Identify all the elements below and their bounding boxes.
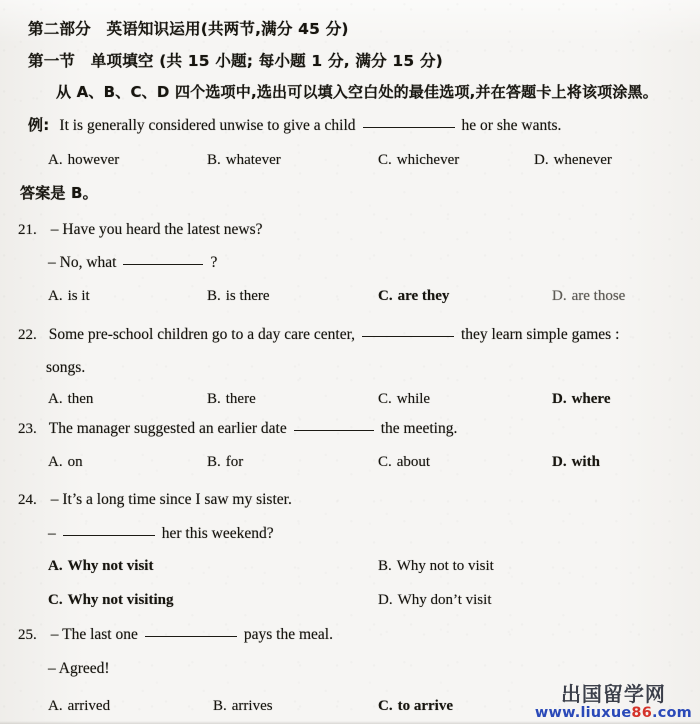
q24-option-a-label: A. bbox=[48, 558, 63, 574]
q22-option-c bbox=[378, 391, 430, 408]
q23-option-d-text: with bbox=[571, 454, 600, 470]
q25-option-b bbox=[213, 698, 273, 715]
question-24-line-2 bbox=[48, 526, 274, 542]
question-23-text-before: The manager suggested an earlier date bbox=[48, 420, 287, 437]
question-24-number: 24. bbox=[18, 492, 37, 508]
option-a-label: A. bbox=[48, 152, 63, 168]
q22-option-d-text: where bbox=[571, 391, 611, 407]
option-b bbox=[207, 152, 281, 169]
question-21-text-2-before: – No, what bbox=[48, 254, 117, 271]
question-23-options bbox=[0, 454, 700, 474]
q22-option-a bbox=[48, 391, 93, 408]
question-22-line-2 bbox=[46, 360, 85, 376]
question-21-line-2 bbox=[48, 255, 217, 271]
q25-option-c-label: C. bbox=[378, 698, 393, 714]
option-b-text: whatever bbox=[225, 152, 281, 168]
q23-option-d bbox=[552, 454, 600, 471]
q23-option-a-text: on bbox=[67, 454, 83, 470]
q23-option-a bbox=[48, 454, 83, 471]
question-25-line-2 bbox=[48, 661, 110, 677]
q23-option-c bbox=[378, 454, 430, 471]
question-25-text-1-after: pays the meal. bbox=[243, 626, 333, 643]
question-24-text-1: – It’s a long time since I saw my sister. bbox=[50, 491, 292, 508]
q24-option-d-text: Why don’t visit bbox=[397, 592, 492, 608]
q23-option-c-text: about bbox=[396, 454, 431, 470]
q22-option-a-text: then bbox=[67, 391, 94, 407]
question-25-line-1 bbox=[18, 627, 333, 643]
question-23-number: 23. bbox=[18, 421, 37, 437]
q23-option-b-text: for bbox=[225, 454, 244, 470]
watermark-site-name: 出国留学网 bbox=[560, 681, 666, 706]
section-instruction: 从 A、B、C、D 四个选项中,选出可以填入空白处的最佳选项,并在答题卡上将该项涂黑。 bbox=[56, 83, 658, 101]
question-25-text-2: – Agreed! bbox=[48, 660, 110, 677]
q21-option-d-text: are those bbox=[571, 288, 626, 304]
question-22-text-1-before: Some pre-school children go to a day care center, bbox=[48, 326, 355, 343]
question-25-blank bbox=[145, 636, 237, 637]
part-title: 第二部分 英语知识运用(共两节,满分 45 分) bbox=[28, 20, 349, 38]
question-24-options-row-1 bbox=[0, 558, 700, 578]
q21-option-b-text: is there bbox=[225, 288, 270, 304]
q25-option-b-label: B. bbox=[213, 698, 227, 714]
example-stem-before: It is generally considered unwise to give a child bbox=[59, 117, 356, 134]
option-c bbox=[378, 152, 459, 169]
q23-option-a-label: A. bbox=[48, 454, 63, 470]
q22-option-b-text: there bbox=[225, 391, 256, 407]
q21-option-c-text: are they bbox=[397, 288, 450, 304]
option-a bbox=[48, 152, 119, 169]
q21-option-d bbox=[552, 288, 625, 305]
q21-option-b bbox=[207, 288, 270, 305]
watermark-url bbox=[535, 706, 692, 721]
question-21-text-1: – Have you heard the latest news? bbox=[50, 221, 263, 238]
watermark-url-prefix: www.liuxue bbox=[534, 704, 632, 721]
option-c-label: C. bbox=[378, 152, 392, 168]
option-a-text: however bbox=[67, 152, 120, 168]
q25-option-b-text: arrives bbox=[231, 698, 273, 714]
question-22-text-1-after: they learn simple games : bbox=[461, 326, 620, 343]
example-answer: 答案是 B。 bbox=[20, 184, 98, 202]
q24-option-c-text: Why not visiting bbox=[67, 592, 174, 608]
watermark-url-highlight: 86 bbox=[631, 704, 653, 721]
option-d bbox=[534, 152, 612, 169]
example-label: 例: bbox=[28, 116, 50, 134]
q21-option-d-label: D. bbox=[552, 288, 567, 304]
q24-option-b bbox=[378, 558, 494, 575]
question-22-line-1 bbox=[18, 327, 619, 343]
q23-option-b bbox=[207, 454, 243, 471]
q21-option-a bbox=[48, 288, 90, 305]
question-24-line-1 bbox=[18, 492, 292, 508]
watermark-url-suffix: .com bbox=[652, 704, 692, 721]
question-25-text-1-before: – The last one bbox=[50, 626, 138, 643]
example-options bbox=[0, 152, 700, 172]
q24-option-c bbox=[48, 592, 173, 609]
question-21-blank bbox=[123, 264, 203, 265]
q22-option-d bbox=[552, 391, 610, 408]
option-d-text: whenever bbox=[553, 152, 612, 168]
q22-option-a-label: A. bbox=[48, 391, 63, 407]
q24-option-d bbox=[378, 592, 491, 609]
q25-option-a-text: arrived bbox=[67, 698, 111, 714]
option-c-text: whichever bbox=[396, 152, 460, 168]
q22-option-b bbox=[207, 391, 256, 408]
q25-option-a-label: A. bbox=[48, 698, 63, 714]
question-24-text-2-after: her this weekend? bbox=[161, 525, 274, 542]
question-23-text-after: the meeting. bbox=[380, 420, 458, 437]
site-watermark bbox=[534, 681, 692, 721]
question-22-blank bbox=[362, 336, 454, 337]
q22-option-c-text: while bbox=[396, 391, 431, 407]
question-25-number: 25. bbox=[18, 627, 37, 643]
option-b-label: B. bbox=[207, 152, 221, 168]
example-stem-after: he or she wants. bbox=[461, 117, 562, 134]
example-blank bbox=[363, 127, 455, 128]
question-21-text-2-after: ? bbox=[210, 254, 218, 271]
q21-option-a-label: A. bbox=[48, 288, 63, 304]
q24-option-b-label: B. bbox=[378, 558, 392, 574]
question-24-text-2-before: – bbox=[48, 525, 56, 542]
q25-option-c-text: to arrive bbox=[397, 698, 453, 714]
option-d-label: D. bbox=[534, 152, 549, 168]
q25-option-c bbox=[378, 698, 453, 715]
question-23-blank bbox=[294, 430, 374, 431]
question-22-number: 22. bbox=[18, 327, 37, 343]
question-24-options-row-2 bbox=[0, 592, 700, 612]
question-24-blank bbox=[63, 535, 155, 536]
q22-option-c-label: C. bbox=[378, 391, 392, 407]
question-23-line-1 bbox=[18, 421, 457, 437]
q24-option-b-text: Why not to visit bbox=[396, 558, 494, 574]
question-22-text-2: songs. bbox=[46, 359, 86, 376]
question-22-options bbox=[0, 391, 700, 411]
question-21-options bbox=[0, 288, 700, 308]
question-21-line-1 bbox=[18, 222, 263, 238]
q25-option-a bbox=[48, 698, 110, 715]
q22-option-b-label: B. bbox=[207, 391, 221, 407]
q22-option-d-label: D. bbox=[552, 391, 567, 407]
q24-option-d-label: D. bbox=[378, 592, 393, 608]
q21-option-a-text: is it bbox=[67, 288, 90, 304]
q23-option-b-label: B. bbox=[207, 454, 221, 470]
q21-option-c bbox=[378, 288, 449, 305]
q24-option-a bbox=[48, 558, 153, 575]
q21-option-b-label: B. bbox=[207, 288, 221, 304]
q21-option-c-label: C. bbox=[378, 288, 393, 304]
section-title: 第一节 单项填空 (共 15 小题; 每小题 1 分, 满分 15 分) bbox=[28, 52, 443, 70]
question-21-number: 21. bbox=[18, 222, 37, 238]
q24-option-c-label: C. bbox=[48, 592, 63, 608]
q24-option-a-text: Why not visit bbox=[67, 558, 154, 574]
q23-option-d-label: D. bbox=[552, 454, 567, 470]
example-stem bbox=[28, 118, 561, 134]
q23-option-c-label: C. bbox=[378, 454, 392, 470]
